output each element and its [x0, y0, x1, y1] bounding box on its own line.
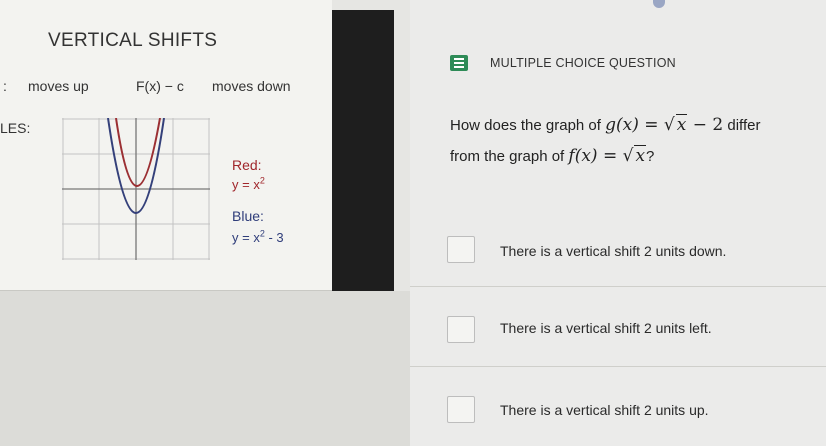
- question-line-2: from the graph of f(x) = √ x?: [450, 146, 655, 166]
- blue-label: Blue:: [232, 208, 264, 224]
- red-equation: $y = x^2$: [232, 175, 265, 192]
- question-type-header: MULTIPLE CHOICE QUESTION: [490, 56, 676, 70]
- answer-checkbox-3[interactable]: [447, 396, 475, 423]
- left-lower-area: [0, 291, 410, 446]
- examples-label: LES:: [0, 120, 31, 136]
- answer-checkbox-1[interactable]: [447, 236, 475, 263]
- answer-option-3[interactable]: There is a vertical shift 2 units up.: [500, 402, 709, 418]
- answer-option-2[interactable]: There is a vertical shift 2 units left.: [500, 320, 712, 336]
- blue-equation: $y = x^2 - 3$: [232, 228, 284, 245]
- answer-divider: [410, 366, 826, 367]
- answer-option-1[interactable]: There is a vertical shift 2 units down.: [500, 243, 727, 259]
- answer-checkbox-2[interactable]: [447, 316, 475, 343]
- moves-up-label: moves up: [28, 78, 89, 94]
- slide-title: VERTICAL SHIFTS: [48, 30, 218, 51]
- list-icon: [450, 55, 468, 71]
- answer-divider: [410, 286, 826, 287]
- parabola-graph: [62, 118, 210, 260]
- moves-down-label: moves down: [212, 78, 291, 94]
- question-line-1: How does the graph of g(x) = √ x − 2 differ: [450, 115, 761, 135]
- red-label: Red:: [232, 157, 262, 173]
- shift-formula: F(x) − c: [136, 78, 184, 94]
- dark-strip: [332, 10, 394, 291]
- bullet-mark: :: [3, 78, 7, 94]
